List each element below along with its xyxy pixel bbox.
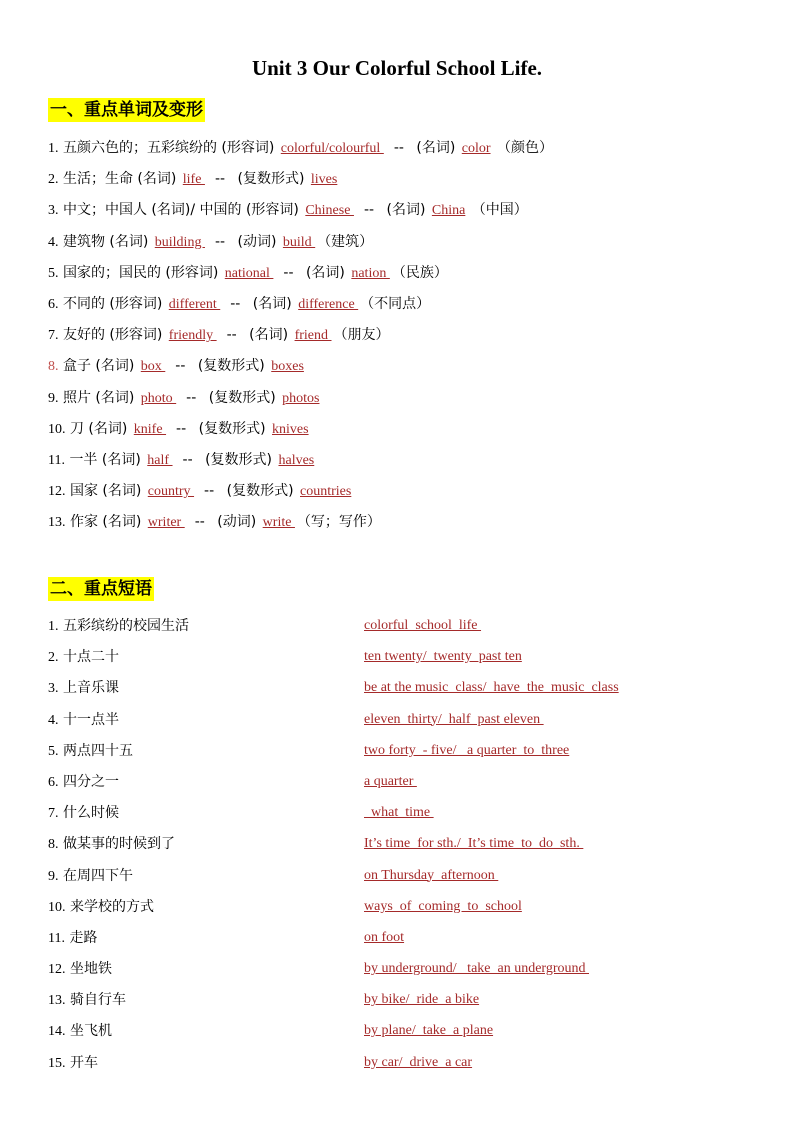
word-meaning: 盒子 (名词)	[62, 358, 135, 375]
vocab-row	[48, 230, 553, 261]
answer-derived: knives	[272, 421, 309, 437]
phrase-row	[48, 926, 748, 957]
phrase-english-answer: by plane/ take a plane	[364, 1023, 494, 1039]
row-number: 11.	[48, 452, 65, 468]
phrase-chinese	[48, 957, 112, 982]
row-number: 12.	[48, 962, 66, 978]
phrase-english-answer: two forty - five/ a quarter to three	[364, 742, 570, 758]
phrase-english-answer: ways of coming to school	[364, 898, 522, 914]
phrase-english-answer: It’s time for sth./ It’s time to do sth.	[364, 836, 584, 852]
phrase-chinese	[48, 770, 119, 795]
phrase-chinese	[48, 988, 126, 1013]
word-meaning: 五颜六色的；五彩缤纷的 (形容词)	[62, 140, 275, 156]
separator: --	[186, 389, 197, 406]
phrase-row	[48, 739, 748, 770]
word-meaning: 国家 (名词)	[69, 483, 142, 500]
phrase-chinese-text: 四分之一	[62, 773, 119, 790]
row-number: 13.	[48, 515, 66, 531]
vocab-row	[48, 417, 553, 448]
phrase-chinese	[48, 645, 119, 670]
phrase-row	[48, 1019, 748, 1050]
vocab-row	[48, 510, 553, 541]
answer-derived: China	[431, 203, 466, 219]
phrase-chinese-text: 做某事的时候到了	[62, 836, 175, 853]
phrase-english-answer: eleven thirty/ half past eleven	[364, 711, 544, 727]
row-number: 8.	[48, 837, 59, 853]
phrase-chinese	[48, 676, 119, 701]
vocab-row	[48, 136, 553, 167]
row-number: 7.	[48, 806, 59, 822]
separator: --	[393, 140, 404, 156]
word-meaning: 友好的 (形容词)	[62, 327, 163, 344]
vocab-row	[48, 292, 553, 323]
phrase-chinese-text: 坐飞机	[69, 1023, 112, 1040]
separator: --	[363, 202, 375, 219]
row-number: 1.	[48, 141, 59, 156]
phrase-chinese	[48, 801, 119, 826]
word-meaning: 中文；中国人 (名词)/ 中国的 (形容词)	[62, 202, 299, 219]
row-number: 8.	[48, 359, 59, 375]
phrase-chinese	[48, 708, 119, 733]
phrase-row	[48, 676, 748, 707]
answer-derived: write	[262, 515, 295, 531]
word-form-label: (名词)	[249, 327, 289, 344]
word-meaning: 建筑物 (名词)	[62, 233, 149, 250]
word-form-label: (复数形式)	[198, 420, 266, 437]
word-meaning: 照片 (名词)	[62, 389, 135, 406]
phrase-chinese	[48, 1019, 112, 1044]
phrase-row	[48, 801, 748, 832]
phrase-chinese	[48, 864, 133, 889]
phrase-row	[48, 957, 748, 988]
phrase-row	[48, 988, 748, 1019]
word-form-label: (名词)	[416, 140, 456, 156]
phrase-chinese-text: 来学校的方式	[69, 898, 154, 915]
derived-meaning: （建筑）	[317, 233, 374, 250]
phrase-chinese	[48, 614, 189, 639]
phrase-english-answer: a quarter	[364, 773, 417, 789]
separator: --	[175, 358, 186, 375]
phrase-chinese-text: 两点四十五	[62, 742, 133, 759]
separator: --	[204, 483, 215, 500]
answer-word: country	[147, 484, 195, 500]
row-number: 7.	[48, 328, 59, 344]
row-number: 4.	[48, 234, 59, 250]
phrase-chinese-text: 坐地铁	[69, 961, 112, 978]
answer-derived: color	[461, 141, 491, 156]
phrase-chinese-text: 走路	[69, 929, 98, 946]
row-number: 5.	[48, 265, 59, 281]
phrase-list	[48, 614, 748, 1082]
row-number: 15.	[48, 1055, 66, 1071]
phrase-chinese-text: 开车	[69, 1054, 98, 1071]
row-number: 2.	[48, 650, 59, 666]
word-meaning: 国家的；国民的 (形容词)	[62, 264, 219, 281]
row-number: 12.	[48, 484, 66, 500]
row-number: 1.	[48, 619, 59, 634]
phrase-chinese-text: 五彩缤纷的校园生活	[62, 618, 189, 634]
vocab-row	[48, 167, 553, 198]
vocab-row	[48, 323, 553, 354]
phrase-chinese-text: 十一点半	[62, 711, 119, 728]
phrase-row	[48, 770, 748, 801]
answer-derived: difference	[298, 296, 359, 312]
row-number: 10.	[48, 421, 66, 437]
separator: --	[283, 264, 294, 281]
phrase-english-answer: on Thursday afternoon	[364, 867, 499, 883]
word-meaning: 生活；生命 (名词)	[62, 171, 177, 188]
word-form-label: (动词)	[237, 233, 277, 250]
separator: --	[182, 451, 193, 468]
row-number: 9.	[48, 390, 59, 406]
row-number: 10.	[48, 899, 66, 915]
word-form-label: (复数形式)	[205, 451, 273, 468]
vocab-list	[48, 136, 553, 541]
answer-word: life	[182, 172, 205, 188]
word-meaning: 刀 (名词)	[69, 420, 128, 437]
answer-derived: halves	[278, 452, 315, 468]
word-form-label: (复数形式)	[197, 358, 265, 375]
answer-derived: build	[282, 234, 316, 250]
answer-derived: lives	[310, 172, 338, 188]
row-number: 6.	[48, 296, 59, 312]
answer-word: different	[168, 296, 221, 312]
vocab-row	[48, 448, 553, 479]
phrase-english-answer: colorful school life	[364, 618, 482, 633]
phrase-chinese-text: 在周四下午	[62, 867, 133, 884]
answer-derived: countries	[300, 484, 352, 500]
derived-meaning: （颜色）	[496, 140, 553, 156]
answer-word: half	[147, 452, 173, 468]
answer-derived: friend	[294, 328, 332, 344]
derived-meaning: （中国）	[471, 202, 528, 219]
phrase-chinese	[48, 895, 154, 920]
row-number: 2.	[48, 172, 59, 188]
row-number: 11.	[48, 930, 65, 946]
answer-word: box	[140, 359, 166, 375]
answer-word: Chinese	[305, 203, 354, 219]
vocab-row	[48, 386, 553, 417]
section-heading-phrases: 二、重点短语	[50, 579, 152, 599]
answer-derived: boxes	[271, 359, 304, 375]
page-title: Unit 3 Our Colorful School Life.	[251, 56, 543, 80]
phrase-english-answer: ten twenty/ twenty past ten	[364, 649, 522, 665]
answer-word: friendly	[168, 328, 217, 344]
derived-meaning: （不同点）	[360, 295, 431, 312]
phrase-english-answer: by bike/ ride a bike	[364, 992, 480, 1008]
word-meaning: 一半 (名词)	[69, 451, 141, 468]
derived-meaning: （朋友）	[333, 327, 390, 344]
phrase-chinese	[48, 926, 97, 951]
phrase-row	[48, 614, 748, 645]
word-form-label: (复数形式)	[226, 483, 294, 500]
phrase-row	[48, 864, 748, 895]
phrase-english-answer: on foot	[364, 929, 405, 945]
answer-word: writer	[147, 515, 185, 531]
row-number: 14.	[48, 1024, 66, 1040]
phrase-chinese-text: 骑自行车	[69, 992, 126, 1009]
row-number: 9.	[48, 868, 59, 884]
phrase-chinese	[48, 832, 175, 857]
answer-word: colorful/colourful	[280, 141, 384, 156]
separator: --	[194, 514, 205, 531]
separator: --	[214, 171, 226, 188]
word-form-label: (复数形式)	[208, 389, 276, 406]
row-number: 6.	[48, 774, 59, 790]
answer-word: national	[224, 265, 274, 281]
word-meaning: 作家 (名词)	[69, 514, 142, 531]
phrase-english-answer: by underground/ take an underground	[364, 961, 589, 977]
phrase-row	[48, 832, 748, 863]
answer-word: knife	[133, 421, 167, 437]
phrase-row	[48, 708, 748, 739]
phrase-chinese	[48, 1051, 98, 1076]
phrase-row	[48, 1051, 748, 1082]
derived-meaning: （写；写作）	[296, 514, 381, 531]
answer-derived: photos	[282, 390, 320, 406]
separator: --	[214, 233, 226, 250]
separator: --	[176, 420, 187, 437]
row-number: 4.	[48, 712, 59, 728]
phrase-english-answer: what time	[364, 805, 434, 821]
row-number: 13.	[48, 993, 66, 1009]
word-form-label: (动词)	[217, 514, 257, 531]
answer-derived: nation	[351, 265, 390, 281]
phrase-chinese	[48, 739, 133, 764]
row-number: 3.	[48, 681, 59, 697]
phrase-english-answer: by car/ drive a car	[364, 1054, 473, 1070]
answer-word: photo	[140, 390, 177, 406]
row-number: 5.	[48, 743, 59, 759]
answer-word: building	[154, 234, 205, 250]
vocab-row	[48, 354, 553, 385]
word-form-label: (名词)	[252, 295, 292, 312]
phrase-chinese-text: 上音乐课	[62, 680, 119, 697]
word-form-label: (复数形式)	[237, 171, 305, 188]
phrase-english-answer: be at the music class/ have the music class	[364, 680, 619, 696]
word-form-label: (名词)	[386, 202, 426, 219]
phrase-row	[48, 895, 748, 926]
separator: --	[230, 295, 241, 312]
separator: --	[226, 327, 237, 344]
word-form-label: (名词)	[305, 264, 345, 281]
phrase-row	[48, 645, 748, 676]
vocab-row	[48, 198, 553, 229]
phrase-chinese-text: 十点二十	[62, 649, 119, 666]
row-number: 3.	[48, 203, 59, 219]
derived-meaning: （民族）	[391, 264, 448, 281]
vocab-row	[48, 479, 553, 510]
vocab-row	[48, 261, 553, 292]
phrase-chinese-text: 什么时候	[62, 805, 119, 822]
word-meaning: 不同的 (形容词)	[62, 295, 163, 312]
section-heading-vocab: 一、重点单词及变形	[50, 100, 203, 120]
